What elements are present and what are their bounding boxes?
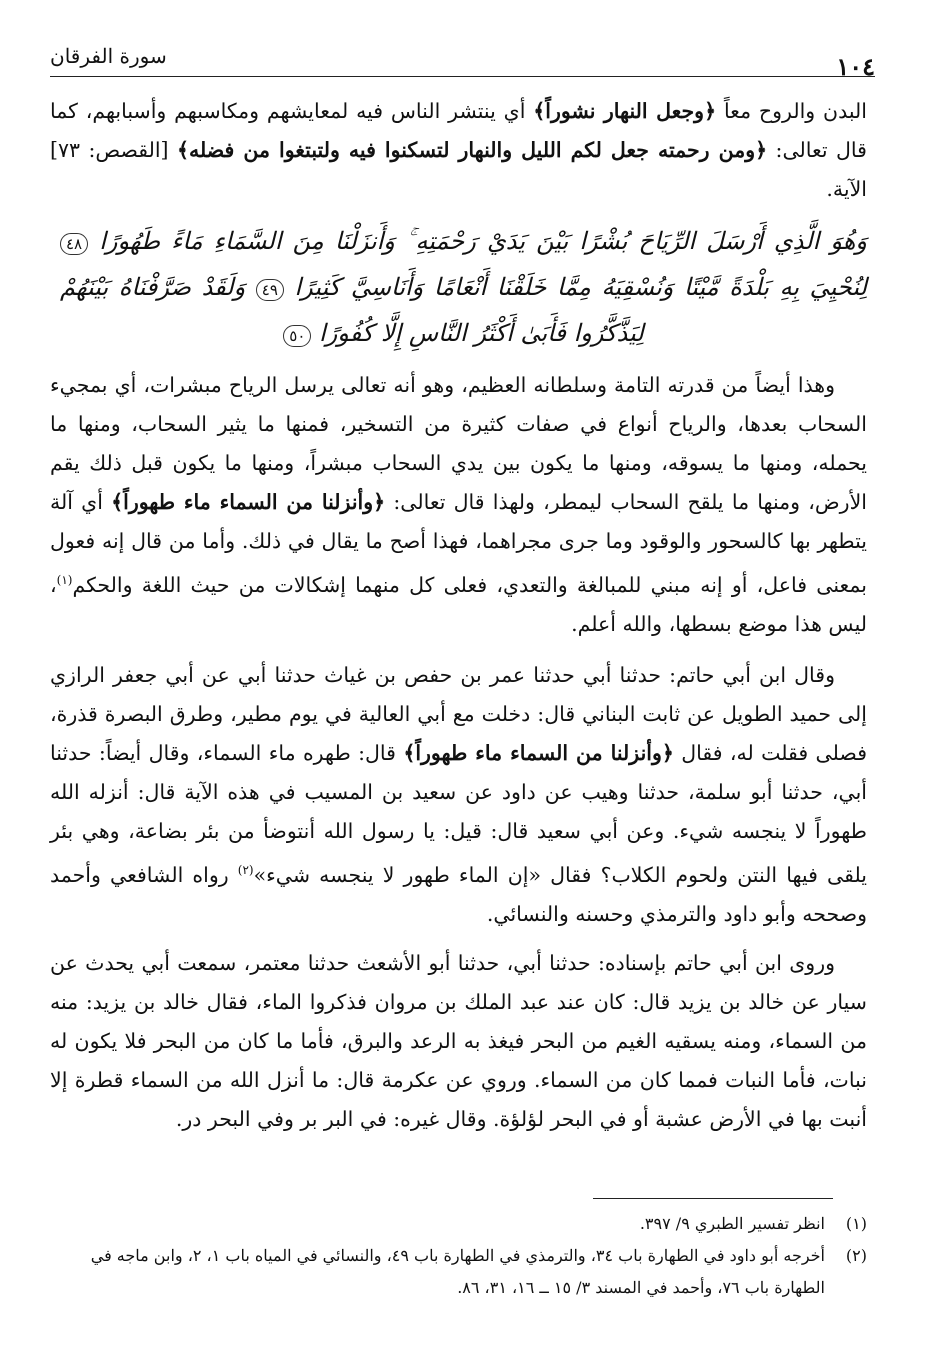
ayah-number-marker: ٤٨ bbox=[60, 233, 88, 255]
intro-text: البدن والروح معاً bbox=[723, 99, 867, 123]
footnote-divider bbox=[593, 1198, 833, 1199]
paragraph-ibn-abi-hatim bbox=[50, 656, 867, 934]
hadith-text: رواه الشافعي وأحمد وصححه وأبو داود والترمذي وحسنه والنسائي. bbox=[50, 862, 867, 926]
intro-middle-text: أي ينتشر الناس فيه لمعايشهم ومكاسبهم وأسبابهم، كما قال تعالى: bbox=[50, 99, 867, 162]
footnote-ref[interactable]: (٢) bbox=[237, 863, 254, 877]
hadith-text: وقال ابن أبي حاتم: حدثنا أبي حدثنا عمر بن حفص بن غياث حدثنا أبي عن أبي جعفر الرازي إلى حميد الطويل عن ثابت البناني قال: دخلت مع أبي العالية في يوم مطير، وطرق البصرة قذرة، فصلى فقلت له، فقال bbox=[50, 663, 867, 765]
quran-quote: ﴿وأنزلنا من السماء ماء طهوراً﴾ bbox=[111, 490, 386, 514]
quran-quote: ﴿وأنزلنا من السماء ماء طهوراً﴾ bbox=[403, 741, 674, 765]
commentary-text: ، ليس هذا موضع بسطها، والله أعلم. bbox=[50, 572, 867, 636]
ayah-number-marker: ٥٠ bbox=[283, 325, 311, 347]
footnote-text: انظر تفسير الطبري ٩/ ٣٩٧. bbox=[639, 1214, 825, 1233]
commentary-text: وهذا أيضاً من قدرته التامة وسلطانه العظيم، وهو أنه تعالى يرسل الرياح مبشرات، أي بمجيء السحاب بعدها، والرياح أنواع في صفات كثيرة من التسخير، فمنها ما يثير السحاب، ومنها ما يحمله، ومنها ما يسوقه، ومنها ما يكون بين يدي السحاب مبشراً، ومنها ما يكون قبل ذلك يقم الأرض، ومنها ما يلقح السحاب ليمطر، ولهذا قال تعالى: bbox=[50, 373, 867, 514]
footnote-number: (٢) bbox=[845, 1246, 867, 1265]
verse-48-text: وَهُوَ الَّذِي أَرْسَلَ الرِّيَاحَ بُشْرًا بَيْنَ يَدَيْ رَحْمَتِهِ ۚ وَأَنزَلْنَا مِنَ السَّمَاءِ مَاءً طَهُورًا bbox=[99, 227, 867, 255]
footnote bbox=[50, 1208, 867, 1240]
footnote-text: أخرجه أبو داود في الطهارة باب ٣٤، والترمذي في الطهارة باب ٤٩، والنسائي في المياه باب ١، ٢، وابن ماجه في الطهارة باب ٧٦، وأحمد في المسند ٣/ ١٥ ــ ١٦، ٣١، ٨٦. bbox=[90, 1246, 825, 1297]
verse-50-text: وَلَقَدْ صَرَّفْنَاهُ بَيْنَهُمْ لِيَذَّكَّرُوا فَأَبَىٰ أَكْثَرُ النَّاسِ إِلَّا كُفُورًا bbox=[60, 273, 644, 347]
verse-49-text: لِنُحْيِيَ بِهِ بَلْدَةً مَّيْتًا وَنُسْقِيَهُ مِمَّا خَلَقْنَا أَنْعَامًا وَأَنَاسِيَّ كَثِيرًا bbox=[294, 273, 867, 301]
quran-quote: ﴿وجعل النهار نشوراً﴾ bbox=[533, 99, 717, 123]
footnote bbox=[50, 1240, 867, 1304]
hadith-text: قال: طهره ماء السماء، وقال أيضاً: حدثنا أبي، حدثنا أبو سلمة، حدثنا وهيب عن داود عن سعيد بن المسيب في هذه الآية قال: أنزله الله طهوراً لا ينجسه شيء. وعن أبي سعيد قال: قيل: يا رسول الله أنتوضأ من بئر بضاعة، وهي بئر يلقى فيها النتن ولحوم الكلاب؟ فقال «إن الماء طهور لا ينجسه شيء» bbox=[50, 741, 868, 887]
running-header bbox=[50, 40, 875, 81]
footnote-number: (١) bbox=[845, 1214, 867, 1233]
narration-text: وروى ابن أبي حاتم بإسناده: حدثنا أبي، حدثنا أبو الأشعث حدثنا معتمر، سمعت أبي يحدث عن سيار عن خالد بن يزيد قال: كان عند عبد الملك بن مروان فذكروا الماء، فقال خالد بن يزيد: منه من السماء، ومنه يسقيه الغيم من البحر فيغذ به الرعد والبرق، فأما ما كان من البحر فلا يكون له نبات، فأما النبات فمما كان من السماء. وروي عن عكرمة قال: ما أنزل الله من السماء قطرة إلا أنبت بها في الأرض عشبة أو في البحر لؤلؤة. وقال غيره: في البر بر وفي البحر در. bbox=[50, 951, 867, 1131]
footnote-ref[interactable]: (١) bbox=[56, 573, 73, 587]
page-number: ١٠٤ bbox=[836, 52, 875, 81]
surah-reference: [القصص: ٧٣] الآية. bbox=[50, 138, 867, 201]
commentary-text: أي آلة يتطهر بها كالسحور والوقود وما جرى مجراهما، فهذا أصح ما يقال في ذلك. وأما من قال إنه فعول بمعنى فاعل، أو إنه مبني للمبالغة والتعدي، فعلى كل منهما إشكالات من حيث اللغة والحكم bbox=[50, 490, 867, 597]
paragraph-intro bbox=[50, 92, 867, 209]
ayah-number-marker: ٤٩ bbox=[256, 279, 284, 301]
quran-verses-block bbox=[60, 218, 867, 356]
surah-title: سورة الفرقان bbox=[50, 44, 167, 68]
paragraph-commentary-winds bbox=[50, 366, 867, 644]
footnotes bbox=[50, 1208, 867, 1304]
paragraph-khalid-ibn-yazid bbox=[50, 944, 867, 1139]
quran-quote: ﴿ومن رحمته جعل لكم الليل والنهار لتسكنوا فيه ولتبتغوا من فضله﴾ bbox=[176, 138, 768, 162]
